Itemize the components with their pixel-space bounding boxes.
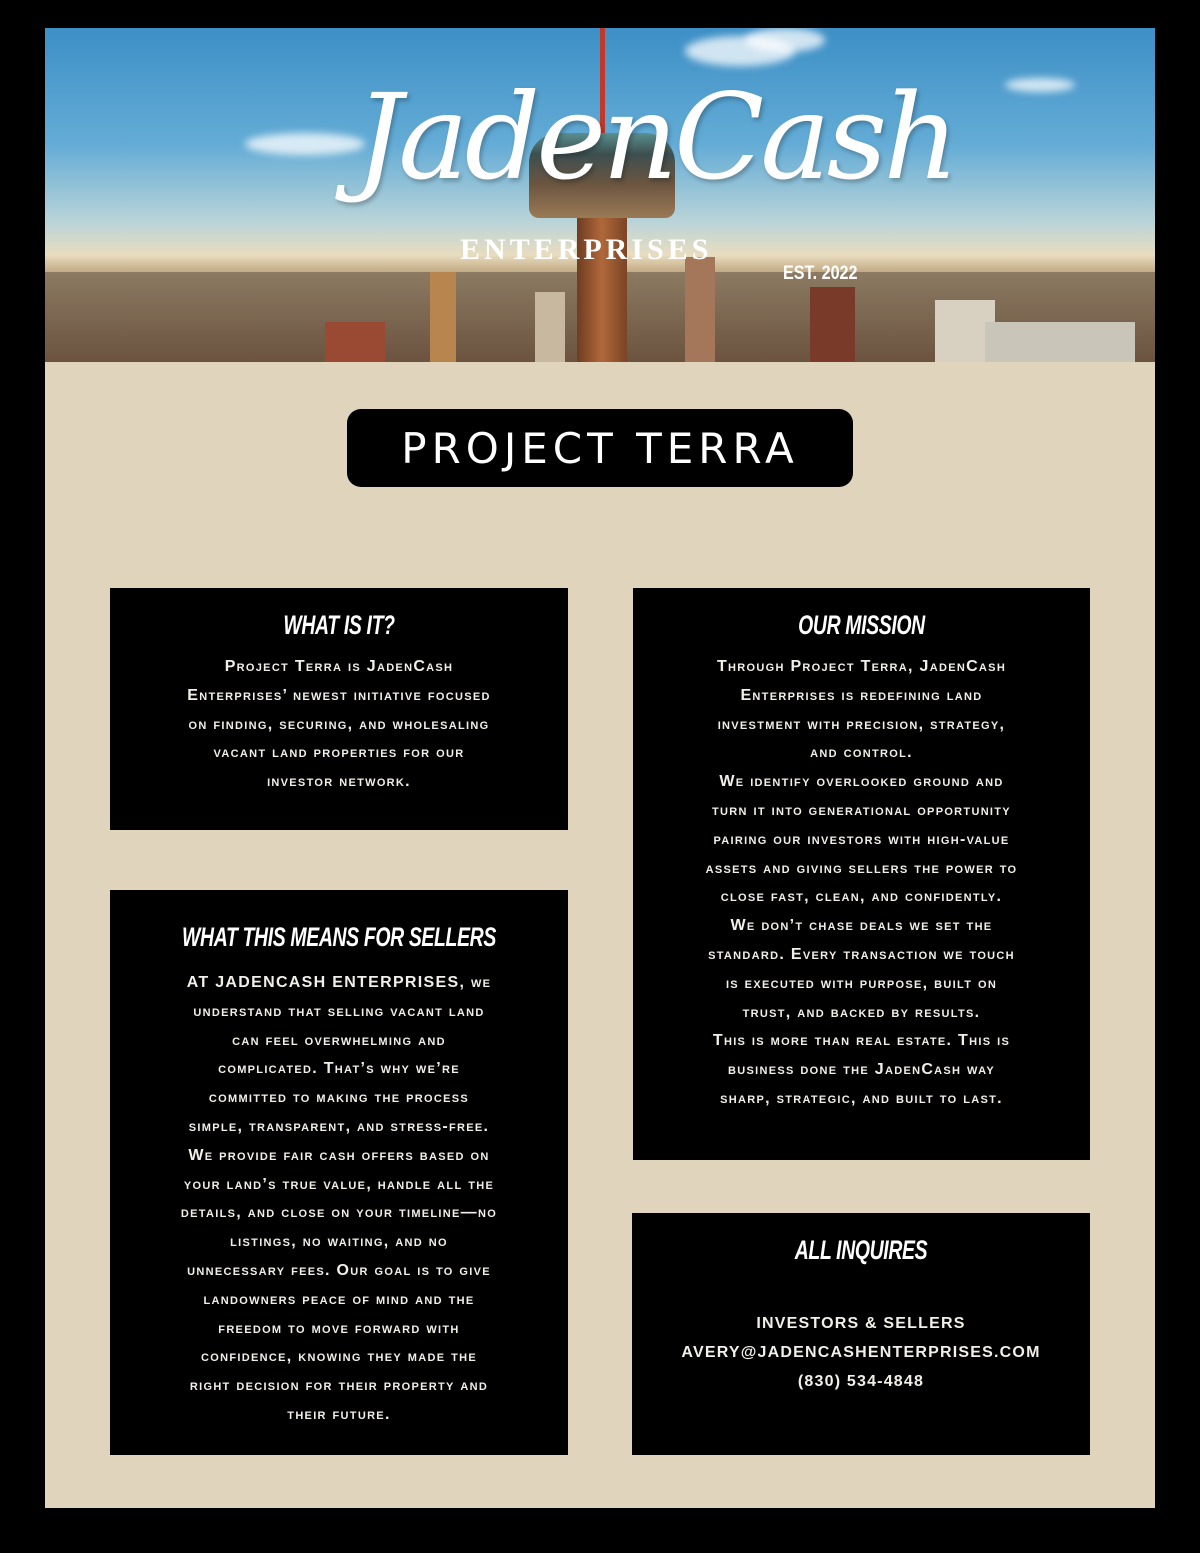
text-line: landowners peace of mind and the bbox=[203, 1290, 475, 1308]
contact-email-link[interactable]: AVERY@JADENCASHENTERPRISES.COM bbox=[681, 1343, 1041, 1361]
text-line: simple, transparent, and stress-free. bbox=[188, 1117, 490, 1135]
text-line: trust, and backed by results. bbox=[742, 1003, 981, 1021]
contact-phone-link[interactable]: (830) 534-4848 bbox=[797, 1372, 925, 1390]
text-line: assets and giving sellers the power to bbox=[705, 859, 1018, 877]
section-heading: WHAT THIS MEANS FOR SELLERS bbox=[182, 922, 496, 952]
text-line: can feel overwhelming and bbox=[232, 1031, 446, 1049]
text-line: We provide fair cash offers based on bbox=[188, 1146, 490, 1164]
text-line: their future. bbox=[287, 1405, 391, 1423]
section-heading: WHAT IS IT? bbox=[283, 610, 395, 640]
text-line: is executed with purpose, built on bbox=[725, 974, 998, 992]
hero-banner bbox=[45, 28, 1155, 362]
text-line: on finding, securing, and wholesaling bbox=[188, 715, 490, 733]
text-line: close fast, clean, and confidently. bbox=[720, 888, 1003, 906]
text-line: right decision for their property and bbox=[189, 1377, 489, 1395]
text-line: turn it into generational opportunity bbox=[712, 801, 1011, 819]
logo-script: JadenCash bbox=[355, 68, 956, 206]
section-body bbox=[110, 969, 568, 1430]
text-line: investment with precision, strategy, bbox=[717, 715, 1006, 733]
logo-enterprises: ENTERPRISES bbox=[460, 233, 713, 266]
contact-audience: INVESTORS & SELLERS bbox=[756, 1315, 966, 1332]
sellers-box bbox=[110, 890, 568, 1455]
text-line: Enterprises is redefining land bbox=[740, 686, 983, 704]
text-line: Enterprises’ newest initiative focused bbox=[187, 686, 491, 704]
section-heading: ALL INQUIRES bbox=[794, 1235, 928, 1265]
mission-box bbox=[633, 588, 1090, 1160]
page-title: PROJECT TERRA bbox=[347, 409, 853, 487]
contact-info bbox=[632, 1310, 1090, 1396]
text-line: business done the JadenCash way bbox=[728, 1061, 995, 1079]
text-line: Through Project Terra, JadenCash bbox=[716, 658, 1007, 675]
text-line: This is more than real estate. This is bbox=[712, 1032, 1011, 1050]
text-line: unnecessary fees. Our goal is to give bbox=[187, 1261, 491, 1279]
what-is-it-box bbox=[110, 588, 568, 830]
text-line: AT JADENCASH ENTERPRISES, we bbox=[186, 974, 492, 991]
text-line: your land’s true value, handle all the bbox=[183, 1175, 495, 1193]
text-line: pairing our investors with high-value bbox=[713, 830, 1010, 848]
text-line: We don’t chase deals we set the bbox=[730, 917, 993, 935]
section-body bbox=[110, 653, 568, 797]
section-body bbox=[633, 653, 1090, 1114]
text-line: freedom to move forward with bbox=[218, 1319, 460, 1337]
text-line: We identify overlooked ground and bbox=[719, 773, 1004, 791]
inquiries-box bbox=[632, 1213, 1090, 1455]
section-heading: OUR MISSION bbox=[798, 610, 925, 640]
logo-established: EST. 2022 bbox=[783, 263, 858, 284]
text-line: details, and close on your timeline—no bbox=[180, 1204, 498, 1222]
text-line: complicated. That’s why we’re bbox=[218, 1060, 460, 1078]
text-line: listings, no waiting, and no bbox=[230, 1233, 448, 1251]
text-line: confidence, knowing they made the bbox=[201, 1348, 477, 1366]
text-line: standard. Every transaction we touch bbox=[708, 945, 1015, 963]
text-line: Project Terra is JadenCash bbox=[224, 658, 454, 675]
text-line: committed to making the process bbox=[208, 1089, 470, 1107]
text-line: sharp, strategic, and built to last. bbox=[720, 1089, 1003, 1107]
text-line: understand that selling vacant land bbox=[193, 1002, 485, 1020]
flyer-page bbox=[45, 28, 1155, 1508]
text-line: and control. bbox=[810, 744, 913, 762]
text-line: vacant land properties for our bbox=[213, 744, 465, 762]
text-line: investor network. bbox=[267, 773, 411, 791]
